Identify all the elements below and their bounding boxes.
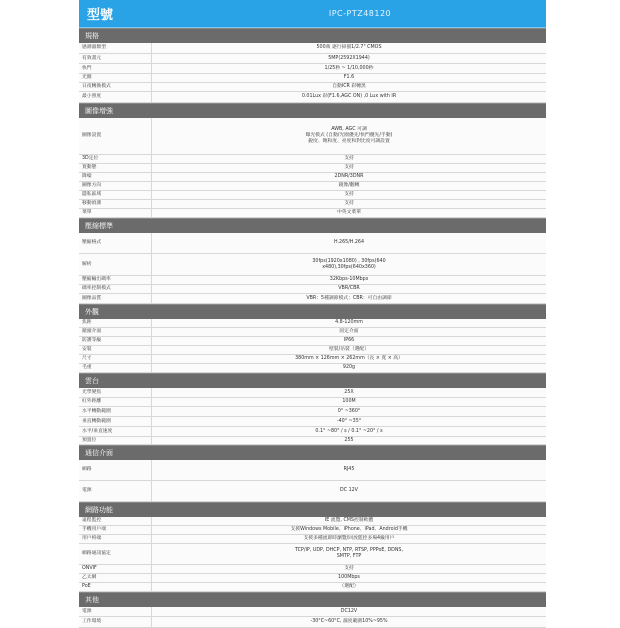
- spec-value: [152, 64, 546, 73]
- spec-value-line: IP66: [343, 338, 355, 343]
- spec-row: [79, 437, 546, 445]
- spec-row: [79, 398, 546, 407]
- spec-key: 遠程監控: [79, 517, 152, 525]
- spec-value: [152, 565, 546, 573]
- spec-value: [152, 54, 546, 63]
- spec-row: [79, 364, 546, 373]
- spec-row: [79, 200, 546, 209]
- spec-key: 壓縮輸出碼率: [79, 276, 152, 284]
- section-header: 雲台: [79, 373, 546, 388]
- spec-value-line: 500萬 逐行掃描1/2.7" CMOS: [316, 45, 382, 50]
- spec-key: 水平轉動範圍: [79, 407, 152, 416]
- spec-value-line: 5MP(2592X1944): [328, 55, 370, 61]
- section-header: 其他: [79, 592, 546, 607]
- spec-value: [152, 155, 546, 163]
- spec-value: [152, 355, 546, 363]
- spec-value-line: 0.01Lux 彩(F1.6,AGC ON) ,0 Lux with IR: [301, 94, 397, 99]
- spec-value-line: 中英文菜單: [337, 210, 361, 215]
- spec-key: 壓縮格式: [79, 233, 152, 253]
- spec-value: [152, 460, 546, 480]
- spec-value-line: H.265/H.264: [333, 240, 365, 245]
- spec-row: [79, 118, 546, 155]
- spec-value-line: 2DNR/3DNR: [334, 174, 364, 179]
- model-number: IPC-PTZ48120: [328, 9, 392, 18]
- spec-value-line: DC 12V: [340, 488, 358, 493]
- spec-value: [152, 364, 546, 372]
- section-header: 壓縮標準: [79, 218, 546, 233]
- spec-row: [79, 574, 546, 583]
- spec-row: [79, 481, 546, 502]
- spec-value-line: DC12V: [340, 608, 358, 614]
- spec-value-line: 32Kbps-10Mbps: [329, 277, 369, 282]
- spec-sheet: [79, 0, 546, 628]
- spec-value-line: 支持: [344, 201, 354, 206]
- spec-value: [152, 276, 546, 284]
- spec-value-line: 0° ~360°: [337, 408, 361, 414]
- spec-value: [152, 182, 546, 190]
- spec-value-line: 自動ICR 彩轉黑: [332, 84, 366, 89]
- spec-value-line: 0.1° ~80° / s / 0.1° ~20° / s: [315, 428, 383, 434]
- spec-value: [152, 294, 546, 303]
- spec-value: [152, 74, 546, 82]
- spec-row: [79, 565, 546, 574]
- spec-value-line: 100Mbps: [338, 575, 360, 580]
- spec-row: [79, 544, 546, 565]
- spec-key: 快門: [79, 64, 152, 73]
- spec-value-line: 曝光模式 (自動/光圈優先/快門優先/手動): [305, 133, 393, 138]
- spec-value: [152, 254, 546, 275]
- spec-value: [152, 544, 546, 564]
- spec-value: [152, 417, 546, 426]
- spec-key: 光圈: [79, 74, 152, 82]
- spec-key: ONVIF: [79, 565, 152, 573]
- spec-value-line: 255: [344, 437, 354, 443]
- spec-value-line: 銳度、飽和度、亮度和對比度可調設置: [308, 138, 390, 144]
- spec-value-line: 支持: [344, 192, 354, 197]
- spec-key: 預置位: [79, 437, 152, 444]
- spec-row: [79, 74, 546, 83]
- spec-key: 感測器類型: [79, 43, 152, 53]
- spec-key: 電源: [79, 481, 152, 501]
- spec-key: 碼率控制模式: [79, 285, 152, 293]
- spec-key: 日夜轉換模式: [79, 83, 152, 91]
- spec-value-line: 1/25秒 ~ 1/10,000秒: [324, 65, 374, 71]
- spec-row: [79, 191, 546, 200]
- spec-value: [152, 209, 546, 217]
- spec-value: [152, 118, 546, 154]
- spec-value: [152, 319, 546, 327]
- spec-key: 安裝: [79, 346, 152, 354]
- spec-row: [79, 164, 546, 173]
- spec-key: 工作環境: [79, 617, 152, 627]
- spec-row: [79, 617, 546, 628]
- spec-value-line: -30°C~60°C, 濕度範圍10%~95%: [310, 619, 388, 624]
- spec-value-line: 4.8-120mm: [335, 320, 363, 325]
- section-header: 網路功能: [79, 502, 546, 517]
- spec-value-line: -40° ~35°: [336, 418, 362, 424]
- spec-value: [152, 535, 546, 543]
- spec-key: 圖像設置: [79, 118, 152, 154]
- spec-row: [79, 64, 546, 74]
- spec-value-line: VBR：5種調節模式；CBR：可自由調節: [306, 295, 392, 301]
- spec-row: [79, 517, 546, 526]
- spec-row: [79, 407, 546, 417]
- spec-key: 毛重: [79, 364, 152, 372]
- spec-key: 降噪: [79, 173, 152, 181]
- spec-row: [79, 254, 546, 276]
- spec-body: [79, 28, 546, 628]
- spec-value: [152, 526, 546, 534]
- spec-key: 有效畫元: [79, 54, 152, 63]
- spec-row: [79, 388, 546, 398]
- model-label: 型號: [87, 8, 114, 23]
- spec-row: [79, 182, 546, 191]
- spec-row: [79, 43, 546, 54]
- spec-row: [79, 583, 546, 592]
- spec-value: [152, 398, 546, 406]
- spec-row: [79, 346, 546, 355]
- spec-row: [79, 83, 546, 92]
- spec-key: PoE: [79, 583, 152, 591]
- spec-value: [152, 83, 546, 91]
- spec-row: [79, 355, 546, 364]
- spec-value: [152, 617, 546, 627]
- spec-value: [152, 191, 546, 199]
- spec-value-line: SMTP, FTP: [336, 554, 362, 559]
- spec-key: 水平/垂直速度: [79, 427, 152, 436]
- spec-value-line: 支援多種流即時瀏覽/回放監控多場4級用戶: [303, 536, 395, 541]
- spec-value-line: TCP/IP, UDP, DHCP, NTP, RTSP, PPPoE, DDNS,: [294, 548, 404, 554]
- spec-header: [79, 0, 546, 28]
- spec-key: 紅外距離: [79, 398, 152, 406]
- spec-row: [79, 173, 546, 182]
- spec-row: [79, 285, 546, 294]
- section-header: 圖像增強: [79, 103, 546, 118]
- spec-row: [79, 607, 546, 617]
- spec-value-line: 25X: [344, 389, 354, 395]
- spec-value-line: 380mm × 126mm × 262mm（長 × 寬 × 高）: [295, 356, 403, 361]
- spec-key: 用戶終端: [79, 535, 152, 543]
- spec-value-line: 支持: [344, 165, 354, 170]
- spec-key: 寬動態: [79, 164, 152, 172]
- section-header: 外觀: [79, 304, 546, 319]
- spec-key: 手機用戶端: [79, 526, 152, 534]
- spec-value-line: VBR/CBR: [338, 286, 360, 291]
- spec-value-line: 壁裝/吊裝（選配）: [329, 347, 369, 352]
- section-header: 規格: [79, 28, 546, 43]
- spec-value: [152, 583, 546, 591]
- spec-value-line: 30fps(1920x1080) , 30fps(640: [312, 258, 386, 264]
- spec-value: [152, 92, 546, 102]
- spec-value-line: 支持: [344, 566, 354, 571]
- spec-value: [152, 607, 546, 616]
- spec-key: 網路通訊協定: [79, 544, 152, 564]
- spec-value: [152, 337, 546, 345]
- spec-value: [152, 574, 546, 582]
- spec-value-line: F1.6: [343, 75, 355, 80]
- spec-value: [152, 328, 546, 336]
- section-header: 通信介面: [79, 445, 546, 460]
- spec-value: [152, 481, 546, 501]
- spec-key: 電源: [79, 607, 152, 616]
- spec-row: [79, 209, 546, 218]
- spec-key: 最小照度: [79, 92, 152, 102]
- spec-value-line: AWB, AGC 可調: [331, 127, 367, 133]
- spec-row: [79, 233, 546, 254]
- spec-value-line: 固定介面: [339, 329, 359, 334]
- spec-key: 焦距: [79, 319, 152, 327]
- spec-row: [79, 427, 546, 437]
- spec-value-line: 支持: [344, 156, 354, 161]
- spec-value-line: IE 流覽, CMS控制軟體: [324, 518, 374, 523]
- spec-row: [79, 526, 546, 535]
- spec-value: [152, 427, 546, 436]
- spec-row: [79, 294, 546, 304]
- spec-value: [152, 437, 546, 444]
- spec-key: 菜單: [79, 209, 152, 217]
- spec-key: 鏡頭介面: [79, 328, 152, 336]
- spec-key: 3D定位: [79, 155, 152, 163]
- spec-row: [79, 276, 546, 285]
- spec-value-line: （選配）: [339, 584, 359, 589]
- spec-value: [152, 200, 546, 208]
- spec-key: 尺寸: [79, 355, 152, 363]
- spec-value: [152, 285, 546, 293]
- spec-value-line: 920g: [342, 365, 356, 370]
- spec-row: [79, 417, 546, 427]
- spec-row: [79, 319, 546, 328]
- spec-value-line: RJ45: [343, 467, 355, 472]
- spec-value: [152, 346, 546, 354]
- spec-value-line: x480),30fps(640x360): [322, 264, 376, 270]
- spec-value: [152, 407, 546, 416]
- spec-key: 隱私區域: [79, 191, 152, 199]
- spec-key: 乙太網: [79, 574, 152, 582]
- spec-value: [152, 517, 546, 525]
- spec-key: 防護等級: [79, 337, 152, 345]
- spec-key: 移動偵測: [79, 200, 152, 208]
- spec-value-line: 鏡像/翻轉: [338, 183, 360, 188]
- spec-row: [79, 155, 546, 164]
- spec-key: 圖像方向: [79, 182, 152, 190]
- spec-key: 網路: [79, 460, 152, 480]
- spec-key: 圖像品質: [79, 294, 152, 303]
- spec-key: 解析: [79, 254, 152, 275]
- spec-row: [79, 337, 546, 346]
- spec-key: 垂直轉動範圍: [79, 417, 152, 426]
- spec-value: [152, 164, 546, 172]
- spec-row: [79, 92, 546, 103]
- spec-value: [152, 43, 546, 53]
- spec-value: [152, 388, 546, 397]
- spec-row: [79, 54, 546, 64]
- spec-value: [152, 173, 546, 181]
- spec-value-line: 100M: [342, 399, 356, 404]
- spec-row: [79, 460, 546, 481]
- spec-row: [79, 328, 546, 337]
- spec-value-line: 支援Windows Mobile、iPhone、iPad、Android手機: [290, 527, 408, 532]
- spec-key: 光學變焦: [79, 388, 152, 397]
- spec-value: [152, 233, 546, 253]
- spec-row: [79, 535, 546, 544]
